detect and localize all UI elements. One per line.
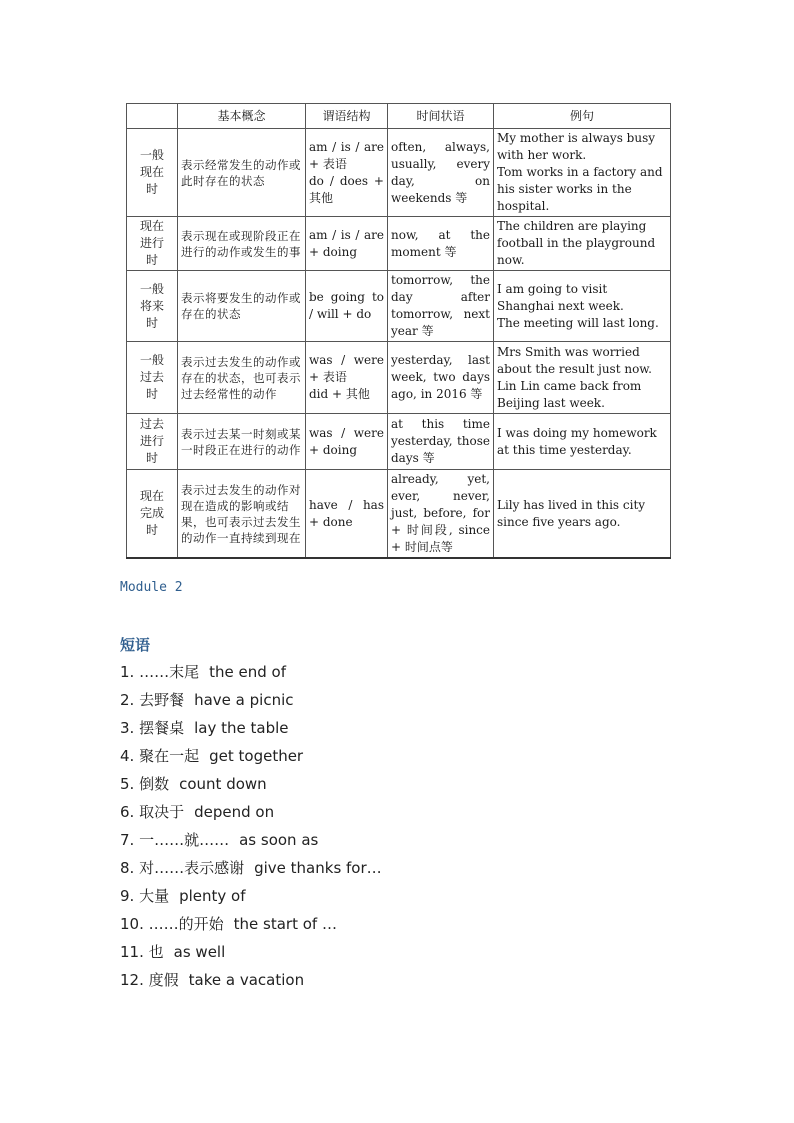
tense-adverb-cell: often, always, usually, every day, on weekends 等 [388,129,494,217]
phrase-number: 4. [120,747,135,765]
phrase-english: the start of … [233,915,337,933]
phrases-heading: 短语 [120,636,151,654]
table-row [127,414,671,470]
phrase-chinese: 聚在一起 [139,747,200,765]
phrase-english: have a picnic [194,691,294,709]
table-row [127,129,671,217]
tense-concept-cell: 表示将要发生的动作或存在的状态 [178,271,306,342]
phrase-number: 2. [120,691,135,709]
tense-name-cell: 现在进行时 [127,217,178,271]
phrase-number: 11. [120,943,144,961]
tense-adverb-cell: now, at the moment 等 [388,217,494,271]
phrase-item [120,746,382,774]
phrase-english: count down [179,775,267,793]
phrase-number: 6. [120,803,135,821]
table-row [127,271,671,342]
phrase-item [120,914,382,942]
phrase-chinese: 度假 [148,971,179,989]
phrase-english: give thanks for… [254,859,382,877]
tense-structure-cell: was / were + 表语 did + 其他 [306,342,388,414]
table-row [127,342,671,414]
tense-concept-cell: 表示过去发生的动作对现在造成的影响或结果，也可表示过去发生的动作一直持续到现在 [178,470,306,559]
tense-name-cell: 现在完成时 [127,470,178,559]
tense-name-cell: 过去进行时 [127,414,178,470]
phrase-chinese: 也 [148,943,164,961]
phrase-english: depend on [194,803,275,821]
tense-name-cell: 一般将来时 [127,271,178,342]
tense-structure-cell: have / has + done [306,470,388,559]
phrase-item [120,690,382,718]
phrase-english: plenty of [179,887,246,905]
phrase-chinese: 去野餐 [139,691,185,709]
tense-structure-cell: be going to / will + do [306,271,388,342]
tense-name-cell: 一般过去时 [127,342,178,414]
header-structure: 谓语结构 [306,104,388,129]
table-header-row [127,104,671,129]
phrase-english: as well [173,943,226,961]
table-body [127,129,671,559]
phrase-item [120,802,382,830]
phrase-item [120,830,382,858]
tense-structure-cell: am / is / are + 表语 do / does + 其他 [306,129,388,217]
phrase-english: take a vacation [188,971,305,989]
tense-concept-cell: 表示过去某一时刻或某一时段正在进行的动作 [178,414,306,470]
phrase-item [120,718,382,746]
tense-example-cell: Lily has lived in this city since five years ago. [494,470,671,559]
phrase-english: the end of [209,663,286,681]
tense-concept-cell: 表示经常发生的动作或此时存在的状态 [178,129,306,217]
header-concept: 基本概念 [178,104,306,129]
phrase-number: 1. [120,663,135,681]
phrase-number: 12. [120,971,144,989]
phrase-item [120,662,382,690]
phrase-chinese: 对……表示感谢 [139,859,245,877]
tense-example-cell: The children are playing football in the playground now. [494,217,671,271]
phrase-number: 5. [120,775,135,793]
phrase-english: lay the table [194,719,289,737]
phrase-number: 8. [120,859,135,877]
header-blank [127,104,178,129]
tense-summary-table [126,103,671,559]
phrase-number: 3. [120,719,135,737]
table-row [127,470,671,559]
phrase-chinese: 倒数 [139,775,170,793]
tense-adverb-cell: tomorrow, the day after tomorrow, next year 等 [388,271,494,342]
tense-example-cell: I was doing my homework at this time yesterday. [494,414,671,470]
phrase-chinese: 一……就…… [139,831,230,849]
tense-structure-cell: am / is / are + doing [306,217,388,271]
phrase-chinese: ……的开始 [148,915,224,933]
tense-example-cell: Mrs Smith was worried about the result just now. Lin Lin came back from Beijing last week. [494,342,671,414]
phrase-english: as soon as [239,831,319,849]
tense-adverb-cell: yesterday, last week, two days ago, in 2016 等 [388,342,494,414]
phrase-item [120,858,382,886]
phrase-chinese: 摆餐桌 [139,719,185,737]
phrase-list [120,662,382,998]
phrase-chinese: 取决于 [139,803,185,821]
phrase-number: 9. [120,887,135,905]
phrase-item [120,942,382,970]
phrase-chinese: 大量 [139,887,170,905]
tense-concept-cell: 表示过去发生的动作或存在的状态，也可表示过去经常性的动作 [178,342,306,414]
phrase-number: 10. [120,915,144,933]
tense-example-cell: I am going to visit Shanghai next week. The meeting will last long. [494,271,671,342]
phrase-english: get together [209,747,304,765]
tense-adverb-cell: already, yet, ever, never, just, before, for + 时间段, since + 时间点等 [388,470,494,559]
phrase-number: 7. [120,831,135,849]
table-row [127,217,671,271]
tense-example-cell: My mother is always busy with her work. Tom works in a factory and his sister works in the hospital. [494,129,671,217]
phrase-chinese: ……末尾 [139,663,200,681]
header-adverb: 时间状语 [388,104,494,129]
phrase-item [120,970,382,998]
phrase-item [120,886,382,914]
phrase-item [120,774,382,802]
tense-adverb-cell: at this time yesterday, those days 等 [388,414,494,470]
tense-concept-cell: 表示现在或现阶段正在进行的动作或发生的事 [178,217,306,271]
tense-name-cell: 一般现在时 [127,129,178,217]
tense-structure-cell: was / were + doing [306,414,388,470]
module-title: Module 2 [120,580,183,595]
header-example: 例句 [494,104,671,129]
